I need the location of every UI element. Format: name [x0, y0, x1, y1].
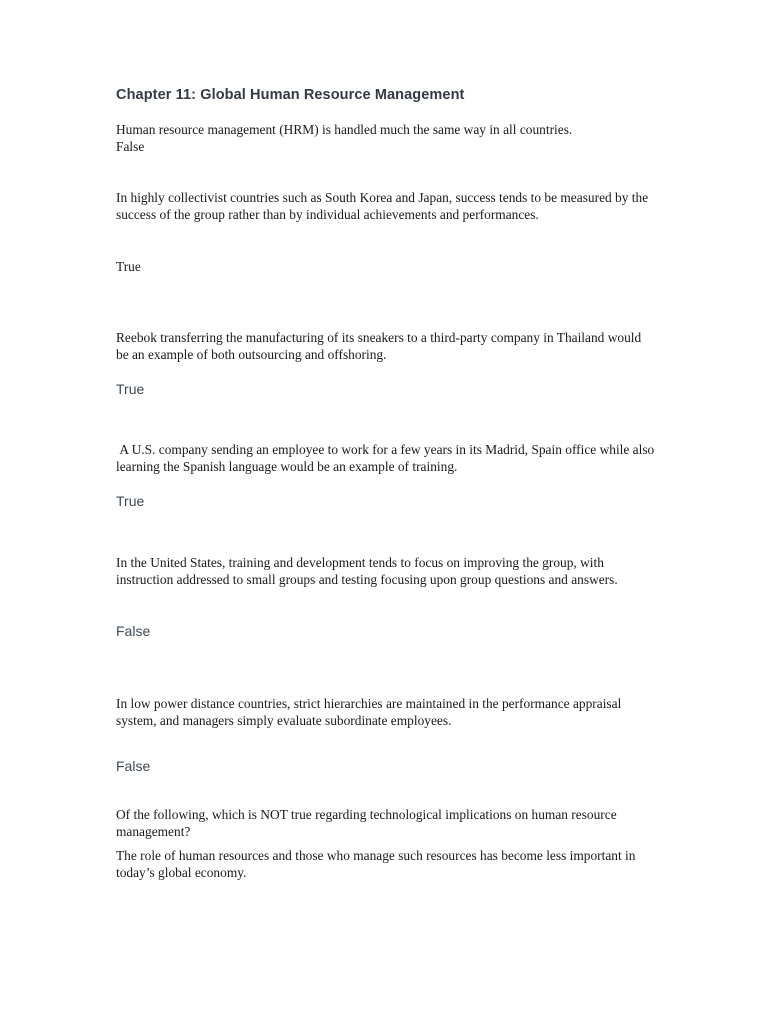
question-5: In the United States, training and development tends to focus on improving the group, with instruction addressed to small groups and testing focusing upon group questions and answers.	[116, 555, 618, 587]
answer-7: The role of human resources and those who manage such resources has become less important in today’s global economy.	[116, 848, 636, 880]
question-6: In low power distance countries, strict hierarchies are maintained in the performance appraisal system, and managers simply evaluate subordinate employees.	[116, 696, 622, 728]
answer-1: False	[116, 139, 145, 154]
answer-4: True	[116, 493, 145, 509]
answer-6: False	[116, 758, 151, 774]
answer-3: True	[116, 381, 145, 397]
question-4: A U.S. company sending an employee to work for a few years in its Madrid, Spain office while also learning the Spanish language would be an example of training.	[116, 442, 658, 474]
question-1-text: Human resource management (HRM) is handled much the same way in all countries.	[116, 122, 573, 137]
question-1	[116, 121, 656, 155]
question-2: In highly collectivist countries such as South Korea and Japan, success tends to be measured by the success of the group rather than by individual achievements and performances.	[116, 190, 649, 222]
answer-5: False	[116, 623, 151, 639]
answer-2: True	[116, 259, 141, 274]
document-title: Chapter 11: Global Human Resource Management	[116, 87, 465, 103]
question-3: Reebok transferring the manufacturing of its sneakers to a third-party company in Thailand would be an example of both outsourcing and offshoring.	[116, 330, 642, 362]
question-7: Of the following, which is NOT true regarding technological implications on human resource management?	[116, 807, 617, 839]
